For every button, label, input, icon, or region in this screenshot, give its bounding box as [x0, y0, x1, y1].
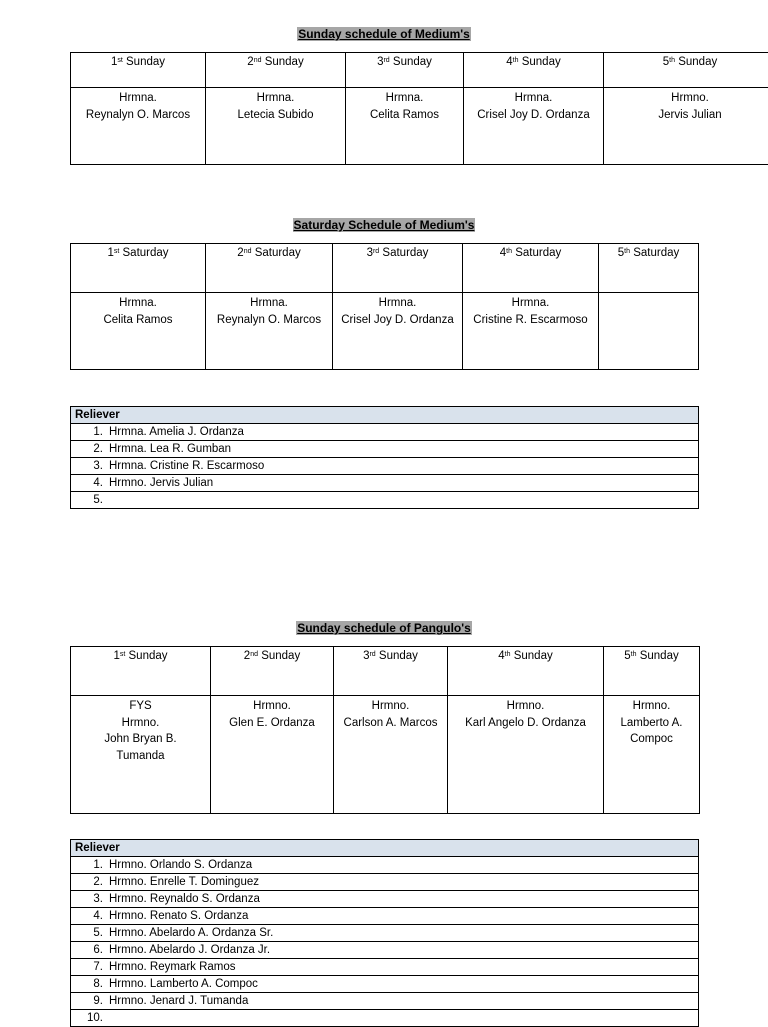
day-word: Sunday: [393, 56, 432, 68]
day-word: Sunday: [379, 650, 418, 662]
assignee-cell: [71, 88, 206, 165]
day-word: Sunday: [522, 56, 561, 68]
day-header: [71, 647, 211, 696]
day-header: [206, 53, 346, 88]
assignee-line: Crisel Joy D. Ordanza: [466, 107, 601, 124]
sunday-mediums-title: Sunday schedule of Medium's: [0, 27, 768, 42]
day-header: [211, 647, 334, 696]
list-item: [71, 857, 699, 874]
day-number: 2: [247, 56, 253, 68]
reliever-heading: Reliever: [71, 840, 699, 857]
day-number: 4: [500, 247, 506, 259]
day-header: [334, 647, 448, 696]
assignee-line: Reynalyn O. Marcos: [73, 107, 203, 124]
day-header: [604, 647, 700, 696]
reliever-name: Hrmno. Renato S. Ordanza: [109, 910, 248, 922]
day-header: [599, 244, 699, 293]
reliever-entry: [71, 925, 699, 942]
assignee-line: Karl Angelo D. Ordanza: [450, 715, 601, 732]
day-suffix: th: [505, 651, 511, 658]
reliever-name: Hrmno. Orlando S. Ordanza: [109, 859, 252, 871]
list-item: [71, 908, 699, 925]
assignee-line: Jervis Julian: [606, 107, 768, 124]
day-header: [604, 53, 768, 88]
reliever-entry: [71, 942, 699, 959]
assignee-line: Compoc: [606, 731, 697, 748]
list-number: 10.: [75, 1011, 109, 1026]
day-word: Sunday: [265, 56, 304, 68]
assignee-cell: [448, 696, 604, 814]
day-number: 5: [624, 650, 630, 662]
assignee-cell: [346, 88, 464, 165]
list-item: [71, 874, 699, 891]
assignee-cell: [333, 293, 463, 370]
list-number: 9.: [75, 994, 109, 1009]
list-item: [71, 925, 699, 942]
list-item: [71, 891, 699, 908]
day-header: [448, 647, 604, 696]
day-word: Sunday: [678, 56, 717, 68]
list-number: 2.: [75, 875, 109, 890]
assignee-line: John Bryan B.: [73, 731, 208, 748]
day-word: Saturday: [515, 247, 561, 259]
saturday-mediums-title: Saturday Schedule of Medium's: [0, 218, 768, 233]
day-word: Sunday: [261, 650, 300, 662]
assignee-line: Letecia Subido: [208, 107, 343, 124]
assignee-line: Crisel Joy D. Ordanza: [335, 312, 460, 329]
assignee-line: Hrmna.: [73, 295, 203, 312]
assignee-cell: [464, 88, 604, 165]
list-number: 5.: [75, 926, 109, 941]
list-item: [71, 492, 699, 509]
assignee-line: Reynalyn O. Marcos: [208, 312, 330, 329]
reliever-name: Hrmno. Lamberto A. Compoc: [109, 978, 258, 990]
list-item: [71, 475, 699, 492]
day-header: [346, 53, 464, 88]
reliever-entry: [71, 908, 699, 925]
day-suffix: th: [669, 57, 675, 64]
day-word: Sunday: [640, 650, 679, 662]
list-number: 8.: [75, 977, 109, 992]
assignee-line: Hrmna.: [335, 295, 460, 312]
day-number: 5: [663, 56, 669, 68]
list-item: [71, 458, 699, 475]
reliever-header-row: [71, 407, 699, 424]
assignee-line: Carlson A. Marcos: [336, 715, 445, 732]
reliever-name: Hrmna. Lea R. Gumban: [109, 443, 231, 455]
day-header: [333, 244, 463, 293]
day-number: 4: [506, 56, 512, 68]
reliever-entry: [71, 976, 699, 993]
names-row: [71, 293, 699, 370]
reliever-name: Hrmno. Jenard J. Tumanda: [109, 995, 248, 1007]
header-row: [71, 647, 700, 696]
day-word: Sunday: [514, 650, 553, 662]
assignee-line: Hrmna.: [208, 295, 330, 312]
assignee-line: Cristine R. Escarmoso: [465, 312, 596, 329]
header-row: [71, 53, 768, 88]
assignee-line: Hrmna.: [208, 90, 343, 107]
saturday-mediums-table: [70, 243, 699, 370]
list-number: 7.: [75, 960, 109, 975]
reliever-entry: [71, 475, 699, 492]
day-suffix: rd: [373, 248, 379, 255]
day-word: Sunday: [129, 650, 168, 662]
names-row: [71, 696, 700, 814]
day-number: 3: [363, 650, 369, 662]
assignee-cell: [71, 293, 206, 370]
reliever-entry: [71, 857, 699, 874]
day-header: [71, 244, 206, 293]
list-item: [71, 976, 699, 993]
reliever-name: Hrmno. Abelardo A. Ordanza Sr.: [109, 927, 273, 939]
assignee-cell: [604, 696, 700, 814]
sunday-pangulos-table: [70, 646, 700, 814]
day-suffix: nd: [254, 57, 262, 64]
assignee-line: Tumanda: [73, 748, 208, 765]
assignee-line: Hrmna.: [466, 90, 601, 107]
assignee-cell: [604, 88, 768, 165]
day-suffix: th: [631, 651, 637, 658]
assignee-line: Hrmno.: [213, 698, 331, 715]
reliever-heading: Reliever: [71, 407, 699, 424]
list-number: 1.: [75, 858, 109, 873]
list-item: [71, 942, 699, 959]
list-item: [71, 959, 699, 976]
assignee-cell: [334, 696, 448, 814]
header-row: [71, 244, 699, 293]
list-number: 1.: [75, 425, 109, 440]
day-header: [71, 53, 206, 88]
day-number: 3: [367, 247, 373, 259]
list-item: [71, 441, 699, 458]
day-number: 1: [111, 56, 117, 68]
assignee-cell: [211, 696, 334, 814]
assignee-cell: [599, 293, 699, 370]
day-suffix: th: [506, 248, 512, 255]
assignee-line: Hrmna.: [348, 90, 461, 107]
assignee-line: Hrmna.: [73, 90, 203, 107]
reliever-entry: [71, 441, 699, 458]
day-number: 2: [244, 650, 250, 662]
day-header: [464, 53, 604, 88]
day-word: Saturday: [255, 247, 301, 259]
sunday-pangulos-title: Sunday schedule of Pangulo's: [0, 621, 768, 636]
reliever-name: Hrmno. Jervis Julian: [109, 477, 213, 489]
list-number: 3.: [75, 459, 109, 474]
reliever-header-row: [71, 840, 699, 857]
names-row: [71, 88, 768, 165]
assignee-line: Glen E. Ordanza: [213, 715, 331, 732]
assignee-cell: [463, 293, 599, 370]
list-item: [71, 424, 699, 441]
assignee-line: Celita Ramos: [348, 107, 461, 124]
day-suffix: th: [624, 248, 630, 255]
assignee-cell: [71, 696, 211, 814]
list-number: 3.: [75, 892, 109, 907]
reliever-name: Hrmna. Amelia J. Ordanza: [109, 426, 244, 438]
day-header: [463, 244, 599, 293]
assignee-cell: [206, 88, 346, 165]
day-suffix: nd: [250, 651, 258, 658]
list-number: 4.: [75, 476, 109, 491]
assignee-line: Hrmno.: [336, 698, 445, 715]
day-number: 2: [237, 247, 243, 259]
assignee-line: Lamberto A.: [606, 715, 697, 732]
list-number: 5.: [75, 493, 109, 508]
reliever-mediums-table: [70, 406, 699, 509]
reliever-entry: [71, 891, 699, 908]
assignee-line: Hrmna.: [465, 295, 596, 312]
reliever-pangulos-table: [70, 839, 699, 1027]
reliever-name: Hrmno. Reynaldo S. Ordanza: [109, 893, 260, 905]
reliever-entry: [71, 993, 699, 1010]
list-number: 6.: [75, 943, 109, 958]
assignee-line: Hrmno.: [73, 715, 208, 732]
day-word: Sunday: [126, 56, 165, 68]
list-number: 2.: [75, 442, 109, 457]
day-suffix: rd: [369, 651, 375, 658]
assignee-line: Hrmno.: [606, 90, 768, 107]
list-number: 4.: [75, 909, 109, 924]
sunday-mediums-table: [70, 52, 768, 165]
assignee-line: Celita Ramos: [73, 312, 203, 329]
day-word: Saturday: [633, 247, 679, 259]
reliever-entry: [71, 959, 699, 976]
assignee-cell: [206, 293, 333, 370]
day-number: 4: [498, 650, 504, 662]
day-suffix: rd: [383, 57, 389, 64]
reliever-entry: [71, 458, 699, 475]
day-suffix: st: [114, 248, 119, 255]
reliever-name: Hrmno. Enrelle T. Dominguez: [109, 876, 259, 888]
assignee-line: FYS: [73, 698, 208, 715]
day-word: Saturday: [123, 247, 169, 259]
day-number: 1: [113, 650, 119, 662]
reliever-entry: [71, 424, 699, 441]
assignee-line: Hrmno.: [450, 698, 601, 715]
day-suffix: nd: [244, 248, 252, 255]
day-number: 1: [107, 247, 113, 259]
day-suffix: st: [120, 651, 125, 658]
reliever-name: Hrmna. Cristine R. Escarmoso: [109, 460, 264, 472]
list-item: [71, 993, 699, 1010]
day-number: 5: [618, 247, 624, 259]
day-number: 3: [377, 56, 383, 68]
day-suffix: th: [513, 57, 519, 64]
reliever-entry: [71, 492, 699, 509]
day-word: Saturday: [382, 247, 428, 259]
assignee-line: Hrmno.: [606, 698, 697, 715]
day-header: [206, 244, 333, 293]
day-suffix: st: [117, 57, 122, 64]
reliever-name: Hrmno. Reymark Ramos: [109, 961, 236, 973]
reliever-name: Hrmno. Abelardo J. Ordanza Jr.: [109, 944, 270, 956]
reliever-entry: [71, 874, 699, 891]
